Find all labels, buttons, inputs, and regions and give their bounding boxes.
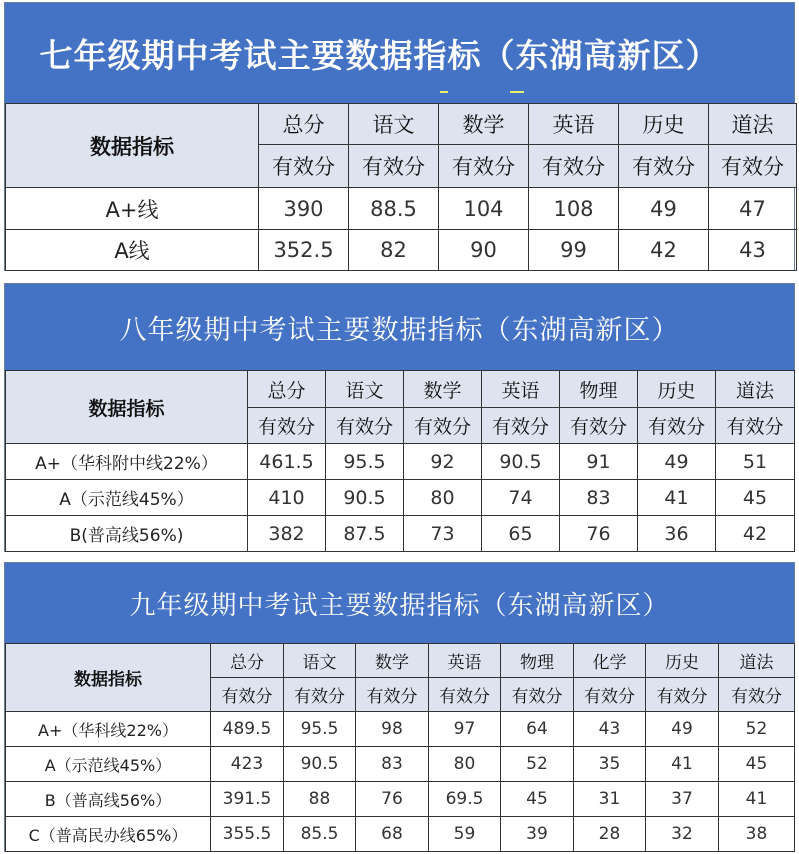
table-row	[6, 516, 795, 552]
table-cell: 35	[574, 747, 646, 782]
table-cell: 83	[560, 480, 638, 516]
grade9-subject-ethics: 道法	[719, 644, 795, 678]
grade8-subheader: 有效分	[404, 408, 482, 444]
table-cell: 382	[248, 516, 326, 552]
grade9-indicator-header: 数据指标	[6, 644, 211, 712]
table-cell: 73	[404, 516, 482, 552]
table-cell: 47	[709, 188, 797, 230]
table-cell: 28	[574, 817, 646, 852]
row-label: A（示范线45%）	[6, 747, 211, 782]
table-cell: 76	[356, 782, 429, 817]
table-cell: 87.5	[326, 516, 404, 552]
table-cell: 98	[356, 712, 429, 747]
grade8-subject-physics: 物理	[560, 371, 638, 408]
table-cell: 390	[259, 188, 349, 230]
table-cell: 85.5	[284, 817, 356, 852]
table-cell: 52	[501, 747, 574, 782]
grade8-subheader: 有效分	[248, 408, 326, 444]
grade8-title: 八年级期中考试主要数据指标（东湖高新区）	[5, 284, 794, 370]
grade9-subheader: 有效分	[429, 678, 501, 712]
table-row	[6, 188, 797, 230]
grade7-subheader: 有效分	[349, 145, 439, 188]
table-cell: 90.5	[326, 480, 404, 516]
table-cell: 32	[646, 817, 719, 852]
table-cell: 43	[574, 712, 646, 747]
table-cell: 64	[501, 712, 574, 747]
table-cell: 95.5	[284, 712, 356, 747]
table-cell: 45	[501, 782, 574, 817]
table-cell: 59	[429, 817, 501, 852]
grade8-subject-chinese: 语文	[326, 371, 404, 408]
grade7-subheader: 有效分	[439, 145, 529, 188]
table-cell: 423	[211, 747, 284, 782]
table-cell: 461.5	[248, 444, 326, 480]
table-cell: 39	[501, 817, 574, 852]
grade7-table	[5, 103, 797, 271]
grade9-title: 九年级期中考试主要数据指标（东湖高新区）	[5, 563, 794, 643]
table-cell: 108	[529, 188, 619, 230]
table-cell: 410	[248, 480, 326, 516]
grade8-subject-english: 英语	[482, 371, 560, 408]
table-cell: 41	[719, 782, 795, 817]
table-cell: 68	[356, 817, 429, 852]
table-cell: 88.5	[349, 188, 439, 230]
table-cell: 45	[719, 747, 795, 782]
table-cell: 51	[716, 444, 795, 480]
grade7-subject-chinese: 语文	[349, 104, 439, 145]
grade8-subheader: 有效分	[638, 408, 716, 444]
grade8-table	[5, 370, 795, 552]
row-label: A+线	[6, 188, 259, 230]
table-cell: 90.5	[482, 444, 560, 480]
table-cell: 391.5	[211, 782, 284, 817]
grade9-table	[5, 643, 795, 852]
grade9-subject-english: 英语	[429, 644, 501, 678]
table-cell: 489.5	[211, 712, 284, 747]
grade9-subject-total: 总分	[211, 644, 284, 678]
grade9-subject-math: 数学	[356, 644, 429, 678]
table-cell: 38	[719, 817, 795, 852]
row-label: A+（华科线22%）	[6, 712, 211, 747]
table-cell: 37	[646, 782, 719, 817]
grade9-subheader: 有效分	[501, 678, 574, 712]
table-row	[6, 230, 797, 271]
grade8-indicator-header: 数据指标	[6, 371, 248, 444]
grade8-subheader: 有效分	[482, 408, 560, 444]
table-row	[6, 712, 795, 747]
table-cell: 90	[439, 230, 529, 271]
table-cell: 76	[560, 516, 638, 552]
table-cell: 92	[404, 444, 482, 480]
table-cell: 41	[638, 480, 716, 516]
table-cell: 82	[349, 230, 439, 271]
table-cell: 43	[709, 230, 797, 271]
table-cell: 88	[284, 782, 356, 817]
table-row	[6, 747, 795, 782]
grade7-subheader: 有效分	[259, 145, 349, 188]
row-label: A+（华科附中线22%）	[6, 444, 248, 480]
row-label: B(普高线56%)	[6, 516, 248, 552]
grade9-subheader: 有效分	[719, 678, 795, 712]
table-cell: 49	[619, 188, 709, 230]
grade9-subheader: 有效分	[211, 678, 284, 712]
table-row	[6, 817, 795, 852]
grade9-subheader: 有效分	[356, 678, 429, 712]
grade9-panel	[4, 562, 795, 852]
table-cell: 31	[574, 782, 646, 817]
grade9-subheader: 有效分	[646, 678, 719, 712]
row-label: A（示范线45%）	[6, 480, 248, 516]
table-cell: 80	[404, 480, 482, 516]
table-cell: 80	[429, 747, 501, 782]
table-cell: 83	[356, 747, 429, 782]
grade7-subheader: 有效分	[619, 145, 709, 188]
grade9-subheader: 有效分	[284, 678, 356, 712]
grade7-subject-english: 英语	[529, 104, 619, 145]
grade9-subheader: 有效分	[574, 678, 646, 712]
table-cell: 42	[619, 230, 709, 271]
table-cell: 99	[529, 230, 619, 271]
grade7-subject-total: 总分	[259, 104, 349, 145]
grade8-subject-ethics: 道法	[716, 371, 795, 408]
grade7-subheader: 有效分	[529, 145, 619, 188]
table-row	[6, 444, 795, 480]
table-cell: 90.5	[284, 747, 356, 782]
grade7-panel	[4, 2, 795, 271]
table-cell: 104	[439, 188, 529, 230]
row-label: B（普高线56%）	[6, 782, 211, 817]
table-cell: 52	[719, 712, 795, 747]
grade7-subheader: 有效分	[709, 145, 797, 188]
table-cell: 74	[482, 480, 560, 516]
grade7-subject-ethics: 道法	[709, 104, 797, 145]
grade8-subject-total: 总分	[248, 371, 326, 408]
grade8-subject-history: 历史	[638, 371, 716, 408]
table-cell: 45	[716, 480, 795, 516]
grade7-title: 七年级期中考试主要数据指标（东湖高新区）	[5, 3, 794, 103]
table-cell: 95.5	[326, 444, 404, 480]
grade9-subject-history: 历史	[646, 644, 719, 678]
table-cell: 352.5	[259, 230, 349, 271]
decorative-mark	[510, 91, 524, 93]
grade8-subheader: 有效分	[560, 408, 638, 444]
table-cell: 49	[646, 712, 719, 747]
grade9-subject-chemistry: 化学	[574, 644, 646, 678]
row-label: C（普高民办线65%）	[6, 817, 211, 852]
grade8-subject-math: 数学	[404, 371, 482, 408]
table-cell: 65	[482, 516, 560, 552]
decorative-mark	[440, 91, 448, 93]
table-cell: 69.5	[429, 782, 501, 817]
grade9-subject-physics: 物理	[501, 644, 574, 678]
grade8-panel	[4, 283, 795, 552]
row-label: A线	[6, 230, 259, 271]
grade9-subject-chinese: 语文	[284, 644, 356, 678]
table-cell: 91	[560, 444, 638, 480]
table-row	[6, 782, 795, 817]
table-cell: 97	[429, 712, 501, 747]
grade7-subject-history: 历史	[619, 104, 709, 145]
grade7-indicator-header: 数据指标	[6, 104, 259, 188]
table-cell: 49	[638, 444, 716, 480]
table-cell: 42	[716, 516, 795, 552]
table-cell: 41	[646, 747, 719, 782]
grade7-subject-math: 数学	[439, 104, 529, 145]
grade8-subheader: 有效分	[716, 408, 795, 444]
table-cell: 36	[638, 516, 716, 552]
grade8-subheader: 有效分	[326, 408, 404, 444]
table-row	[6, 480, 795, 516]
table-cell: 355.5	[211, 817, 284, 852]
